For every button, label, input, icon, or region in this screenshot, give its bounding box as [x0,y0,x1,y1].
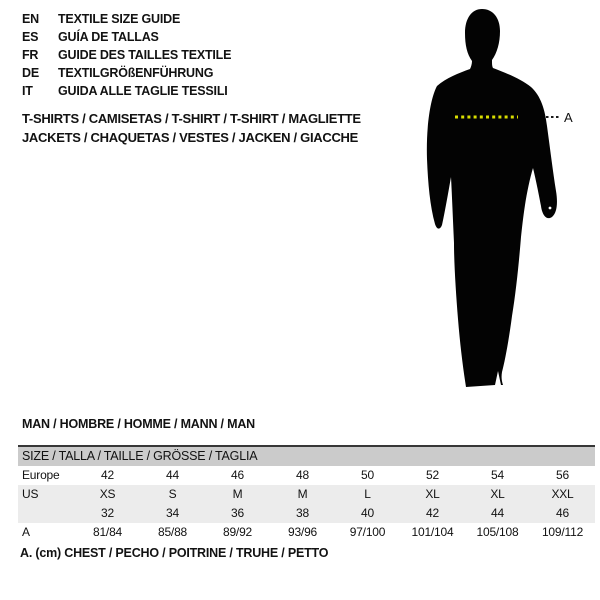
category-line-tshirts: T-SHIRTS / CAMISETAS / T-SHIRT / T-SHIRT / MAGLIETTE [22,111,361,126]
language-label: GUIDE DES TAILLES TEXTILE [58,48,232,62]
size-cell: 32 [101,506,114,520]
size-cell: 36 [231,506,244,520]
table-row-us-numbers [18,504,595,523]
size-cell: 52 [426,468,439,482]
table-row-us-letters [18,485,595,504]
size-cell: 46 [231,468,244,482]
size-cell: L [364,487,371,501]
row-label: US [22,487,39,501]
size-cell: M [297,487,308,501]
size-cell: XS [99,487,116,501]
language-row [22,10,231,28]
language-code: FR [22,48,39,62]
language-code: EN [22,12,39,26]
measure-label-a: A [564,110,573,125]
size-cell: 93/96 [287,525,318,539]
size-cell: S [168,487,177,501]
size-cell: M [232,487,243,501]
size-cell: 56 [556,468,569,482]
size-cell: 44 [166,468,179,482]
size-cell: 54 [491,468,504,482]
language-label: GUÍA DE TALLAS [58,30,159,44]
size-table [18,445,595,542]
size-cell: XL [425,487,440,501]
row-label: A [22,525,30,539]
size-cell: 34 [166,506,179,520]
size-cell: 48 [296,468,309,482]
row-label: Europe [22,468,60,482]
garment-category [22,109,361,147]
size-table-header: SIZE / TALLA / TAILLE / GRÖSSE / TAGLIA [18,447,595,466]
language-row [22,64,231,82]
size-cell: 46 [556,506,569,520]
size-cell: 38 [296,506,309,520]
language-code: DE [22,66,39,80]
language-code: ES [22,30,39,44]
hand-notch [549,207,552,210]
size-cell: 105/108 [476,525,519,539]
size-cell: 89/92 [222,525,253,539]
size-cell: 85/88 [157,525,188,539]
language-row [22,28,231,46]
man-silhouette [400,0,600,400]
language-code: IT [22,84,33,98]
measurement-footnote: A. (cm) CHEST / PECHO / POITRINE / TRUHE / PETTO [20,546,329,560]
row-label [18,504,75,523]
size-cell: 42 [101,468,114,482]
table-row-chest-cm [18,523,595,542]
size-cell: 42 [426,506,439,520]
language-row [22,46,231,64]
size-cell: 97/100 [349,525,386,539]
category-line-jackets: JACKETS / CHAQUETAS / VESTES / JACKEN / GIACCHE [22,130,358,145]
language-list [22,10,231,100]
size-cell: XL [490,487,505,501]
table-row-europe [18,466,595,485]
language-label: GUIDA ALLE TAGLIE TESSILI [58,84,228,98]
size-cell: 40 [361,506,374,520]
size-cell: 50 [361,468,374,482]
man-silhouette-body [427,9,557,387]
size-cell: 44 [491,506,504,520]
size-cell: XXL [551,487,574,501]
size-cell: 109/112 [541,525,584,539]
section-title-man: MAN / HOMBRE / HOMME / MANN / MAN [22,417,255,431]
size-cell: 101/104 [411,525,454,539]
language-label: TEXTILE SIZE GUIDE [58,12,181,26]
language-label: TEXTILGRÖßENFÜHRUNG [58,66,214,80]
size-cell: 81/84 [92,525,123,539]
language-row [22,82,231,100]
